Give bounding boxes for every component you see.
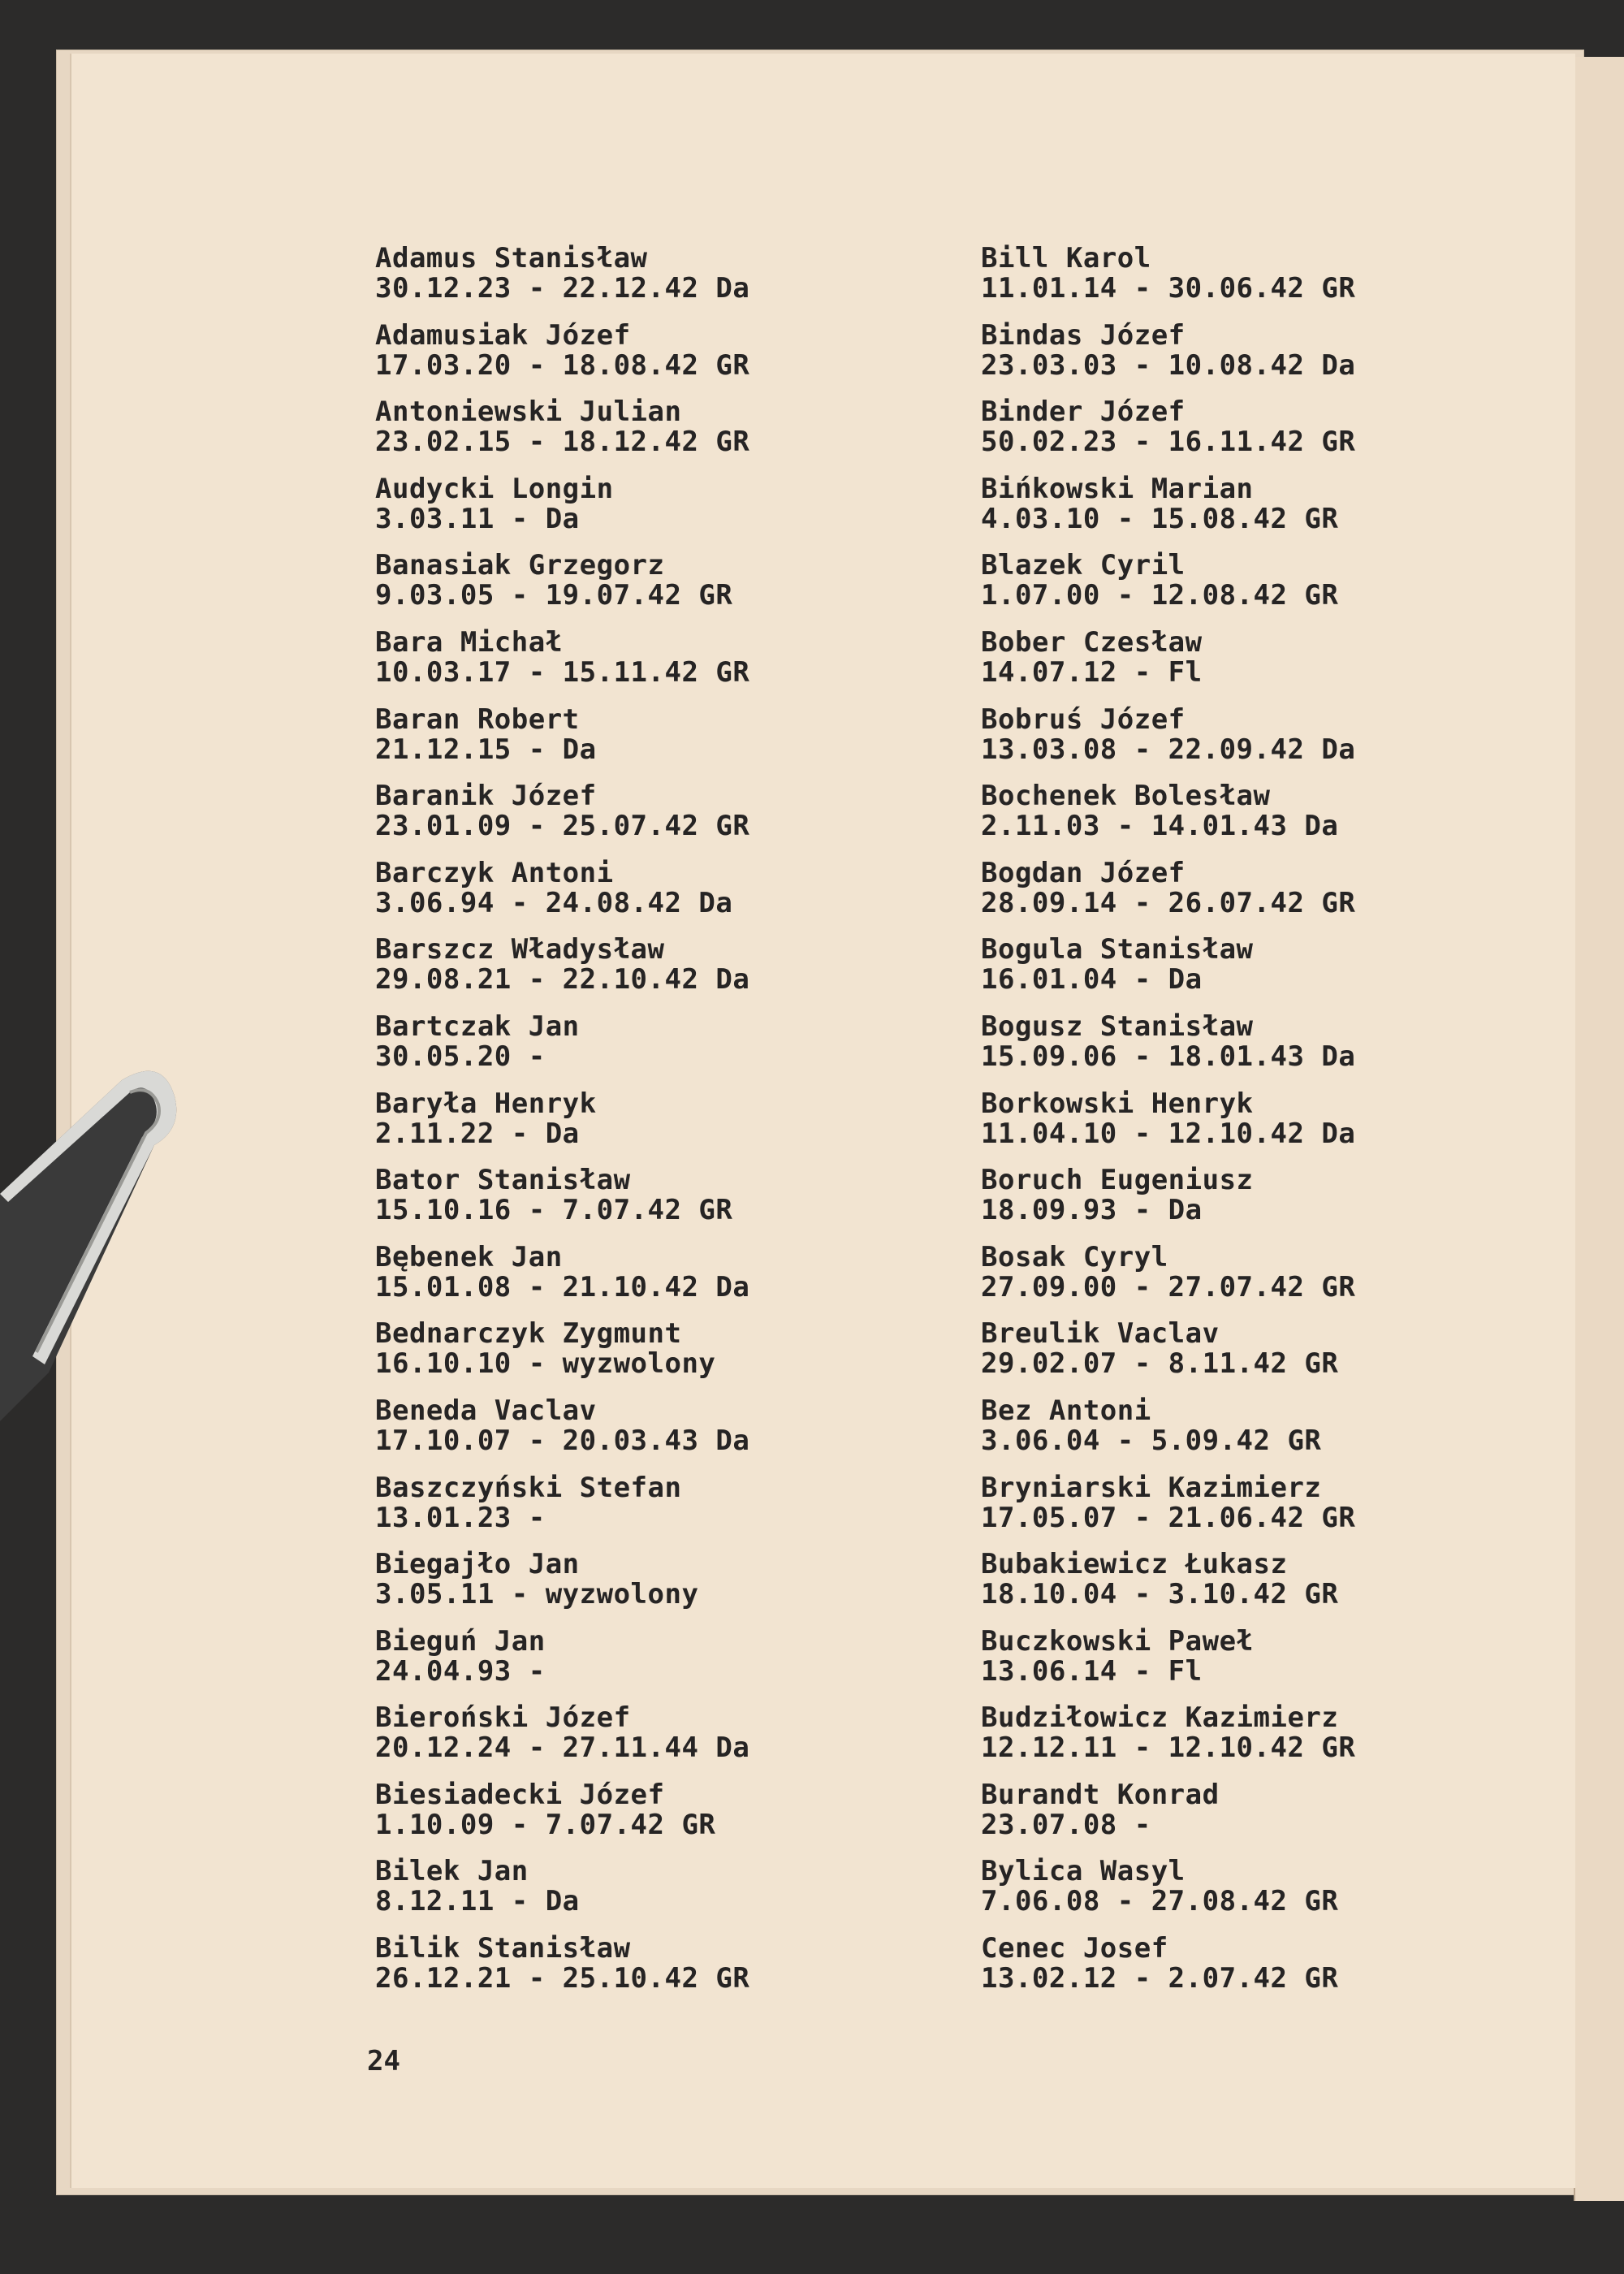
person-name: Baran Robert — [375, 703, 580, 736]
person-name: Baranik Józef — [375, 780, 597, 813]
person-dates: 17.03.20 - 18.08.42 GR — [375, 348, 750, 382]
person-name: Bosak Cyryl — [981, 1240, 1168, 1273]
person-dates: 30.05.20 - — [375, 1040, 546, 1073]
person-dates: 16.01.04 - Da — [981, 963, 1203, 996]
person-name: Bińkowski Marian — [981, 472, 1254, 505]
list-item — [981, 1934, 1355, 2011]
list-item — [981, 1240, 1356, 1320]
list-item — [981, 1624, 1355, 1704]
list-item — [375, 318, 750, 398]
person-name: Beneda Vaclav — [375, 1394, 597, 1427]
person-dates: 23.07.08 - — [981, 1808, 1151, 1841]
person-dates: 17.10.07 - 20.03.43 Da — [375, 1424, 750, 1457]
list-item — [375, 935, 749, 1012]
person-dates: 16.10.10 - wyzwolony — [375, 1347, 716, 1381]
list-item — [375, 1165, 749, 1243]
list-item — [981, 1396, 1355, 1473]
person-name: Banasiak Grzegorz — [375, 549, 665, 582]
person-name: Bilik Stanisław — [375, 1932, 631, 1965]
person-dates: 20.12.24 - 27.11.44 Da — [375, 1731, 750, 1765]
person-dates: 4.03.10 - 15.08.42 GR — [981, 502, 1339, 535]
list-item — [375, 705, 749, 782]
person-name: Biesiadecki Józef — [375, 1778, 665, 1811]
person-name: Biegajło Jan — [375, 1548, 580, 1581]
person-name: Adamus Stanisław — [375, 242, 648, 275]
person-name: Bez Antoni — [981, 1394, 1151, 1427]
person-name: Bober Czesław — [981, 625, 1203, 659]
person-dates: 15.10.16 - 7.07.42 GR — [375, 1194, 733, 1227]
person-name: Cenec Josef — [981, 1932, 1168, 1965]
person-dates: 13.02.12 - 2.07.42 GR — [981, 1962, 1339, 1995]
person-dates: 9.03.05 - 19.07.42 GR — [375, 579, 733, 612]
person-name: Borkowski Henryk — [981, 1087, 1254, 1120]
list-item — [375, 551, 749, 628]
person-name: Breulik Vaclav — [981, 1317, 1220, 1351]
person-dates: 13.06.14 - Fl — [981, 1654, 1203, 1688]
person-dates: 23.02.15 - 18.12.42 GR — [375, 426, 750, 459]
page-number: 24 — [367, 2045, 400, 2077]
person-dates: 14.07.12 - Fl — [981, 655, 1203, 689]
person-name: Audycki Longin — [375, 472, 614, 505]
person-dates: 2.11.03 - 14.01.43 Da — [981, 810, 1339, 843]
person-dates: 13.01.23 - — [375, 1501, 546, 1534]
list-item — [981, 474, 1355, 551]
list-item — [375, 1703, 749, 1780]
list-item — [981, 1550, 1355, 1627]
list-item — [981, 1009, 1356, 1089]
person-name: Bednarczyk Zygmunt — [375, 1317, 682, 1351]
facing-page-edge — [1574, 57, 1624, 2201]
person-name: Antoniewski Julian — [375, 396, 682, 429]
person-name: Binder Józef — [981, 396, 1186, 429]
person-dates: 27.09.00 - 27.07.42 GR — [981, 1270, 1356, 1303]
list-item — [375, 1473, 749, 1550]
list-item — [981, 781, 1355, 858]
person-dates: 15.01.08 - 21.10.42 Da — [375, 1270, 750, 1303]
list-item — [375, 1240, 750, 1320]
left-name-column — [375, 244, 749, 2011]
list-item — [375, 1089, 749, 1166]
person-name: Bator Stanisław — [375, 1164, 631, 1197]
person-dates: 7.06.08 - 27.08.42 GR — [981, 1885, 1339, 1918]
person-name: Bryniarski Kazimierz — [981, 1471, 1322, 1504]
person-dates: 21.12.15 - Da — [375, 733, 597, 766]
list-item — [375, 1396, 749, 1473]
person-dates: 3.05.11 - wyzwolony — [375, 1578, 699, 1611]
person-dates: 10.03.17 - 15.11.42 GR — [375, 655, 750, 689]
person-name: Bobruś Józef — [981, 703, 1186, 736]
list-item — [981, 1165, 1355, 1243]
list-item — [375, 1624, 749, 1704]
person-name: Bogdan Józef — [981, 856, 1186, 889]
person-name: Boruch Eugeniusz — [981, 1164, 1254, 1197]
person-name: Barszcz Władysław — [375, 933, 665, 966]
person-dates: 11.01.14 - 30.06.42 GR — [981, 272, 1356, 305]
list-item — [375, 1934, 749, 2011]
list-item — [981, 1857, 1355, 1934]
person-dates: 11.04.10 - 12.10.42 Da — [981, 1117, 1356, 1150]
list-item — [981, 1089, 1355, 1166]
list-item — [981, 1473, 1355, 1550]
person-dates: 17.05.07 - 21.06.42 GR — [981, 1501, 1356, 1534]
list-item — [981, 318, 1356, 398]
list-item — [981, 858, 1355, 936]
person-dates: 50.02.23 - 16.11.42 GR — [981, 426, 1356, 459]
list-item — [375, 625, 750, 705]
list-item — [981, 625, 1355, 705]
person-name: Baszczyński Stefan — [375, 1471, 682, 1504]
list-item — [981, 551, 1355, 628]
person-dates: 3.06.94 - 24.08.42 Da — [375, 886, 733, 919]
list-item — [375, 1550, 749, 1627]
person-dates: 29.08.21 - 22.10.42 Da — [375, 963, 750, 996]
right-name-column — [981, 244, 1355, 2011]
person-name: Bara Michał — [375, 625, 563, 659]
person-dates: 29.02.07 - 8.11.42 GR — [981, 1347, 1339, 1381]
person-name: Bilek Jan — [375, 1855, 529, 1888]
person-dates: 12.12.11 - 12.10.42 GR — [981, 1731, 1356, 1765]
person-name: Bogula Stanisław — [981, 933, 1254, 966]
person-dates: 3.03.11 - Da — [375, 502, 580, 535]
person-dates: 13.03.08 - 22.09.42 Da — [981, 733, 1356, 766]
person-name: Barczyk Antoni — [375, 856, 614, 889]
person-name: Bartczak Jan — [375, 1009, 580, 1043]
person-dates: 18.10.04 - 3.10.42 GR — [981, 1578, 1339, 1611]
person-dates: 1.07.00 - 12.08.42 GR — [981, 579, 1339, 612]
person-name: Blazek Cyril — [981, 549, 1186, 582]
metal-clip-icon — [0, 1048, 195, 1421]
list-item — [375, 858, 749, 936]
person-name: Bubakiewicz Łukasz — [981, 1548, 1288, 1581]
person-name: Bogusz Stanisław — [981, 1009, 1254, 1043]
person-dates: 3.06.04 - 5.09.42 GR — [981, 1424, 1322, 1457]
person-dates: 15.09.06 - 18.01.43 Da — [981, 1040, 1356, 1073]
person-dates: 26.12.21 - 25.10.42 GR — [375, 1962, 750, 1995]
list-item — [981, 244, 1355, 321]
person-name: Bochenek Bolesław — [981, 780, 1271, 813]
list-item — [981, 705, 1355, 782]
person-dates: 23.03.03 - 10.08.42 Da — [981, 348, 1356, 382]
list-item — [981, 1319, 1355, 1396]
person-name: Bębenek Jan — [375, 1240, 563, 1273]
person-name: Bindas Józef — [981, 318, 1186, 352]
person-name: Burandt Konrad — [981, 1778, 1220, 1811]
list-item — [375, 781, 749, 858]
list-item — [981, 935, 1355, 1012]
list-item — [375, 397, 749, 474]
person-dates: 28.09.14 - 26.07.42 GR — [981, 886, 1356, 919]
list-item — [981, 397, 1355, 474]
list-item — [375, 1780, 749, 1857]
person-name: Bieroński Józef — [375, 1701, 631, 1735]
person-dates: 23.01.09 - 25.07.42 GR — [375, 810, 750, 843]
person-dates: 2.11.22 - Da — [375, 1117, 580, 1150]
person-name: Bill Karol — [981, 242, 1151, 275]
person-name: Baryła Henryk — [375, 1087, 597, 1120]
list-item — [981, 1780, 1355, 1857]
person-name: Bieguń Jan — [375, 1624, 546, 1658]
person-dates: 1.10.09 - 7.07.42 GR — [375, 1808, 716, 1841]
person-name: Budziłowicz Kazimierz — [981, 1701, 1339, 1735]
list-item — [375, 1319, 749, 1396]
person-dates: 30.12.23 - 22.12.42 Da — [375, 272, 750, 305]
person-dates: 18.09.93 - Da — [981, 1194, 1203, 1227]
list-item — [981, 1703, 1355, 1780]
person-name: Adamusiak Józef — [375, 318, 631, 352]
list-item — [375, 1009, 749, 1089]
person-dates: 8.12.11 - Da — [375, 1885, 580, 1918]
person-name: Buczkowski Paweł — [981, 1624, 1254, 1658]
list-item — [375, 1857, 749, 1934]
person-name: Bylica Wasyl — [981, 1855, 1186, 1888]
person-dates: 24.04.93 - — [375, 1654, 546, 1688]
list-item — [375, 474, 749, 551]
list-item — [375, 244, 749, 321]
